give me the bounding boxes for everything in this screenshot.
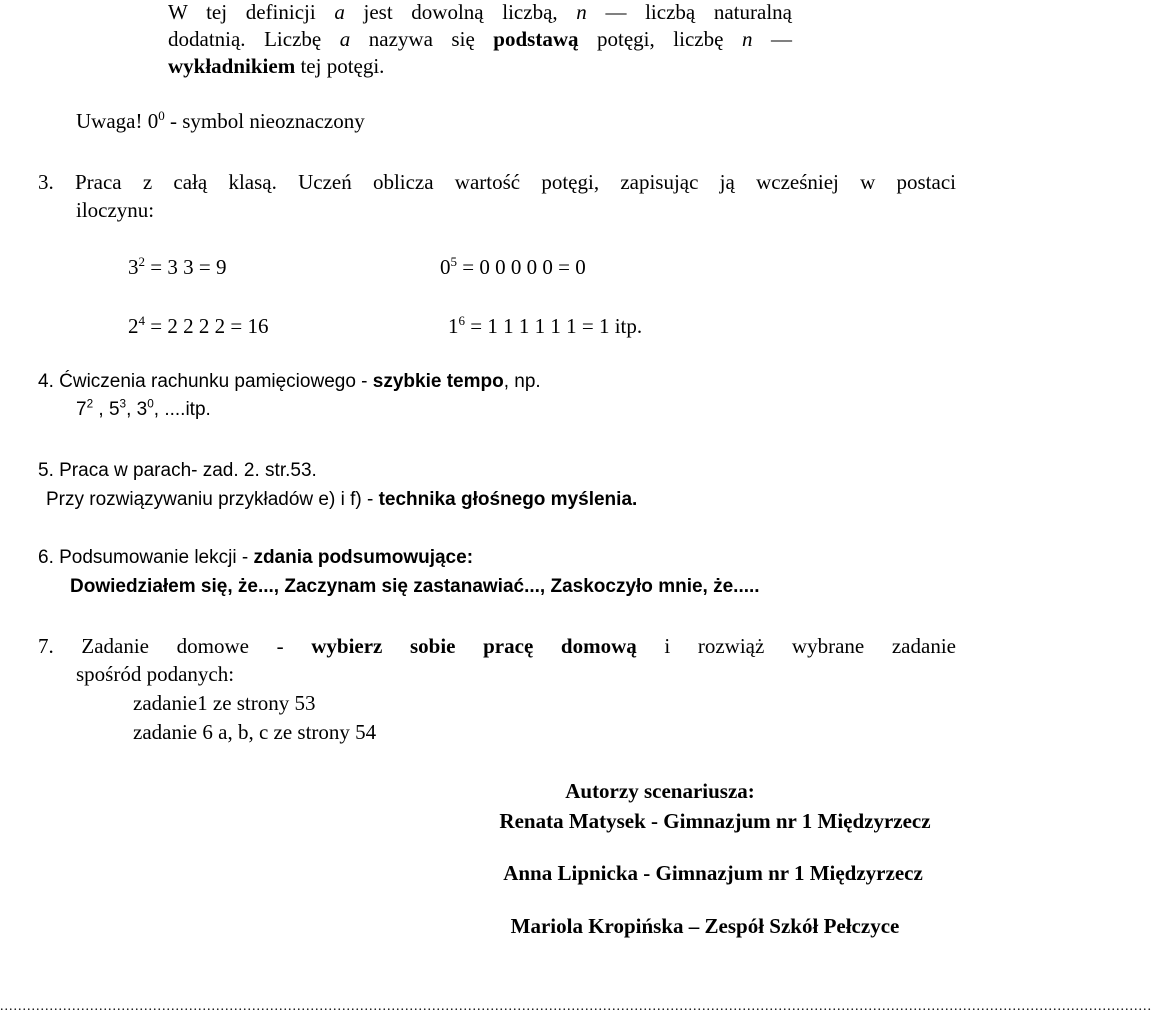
author-3: Mariola Kropińska – Zespół Szkół Pełczyce (510, 914, 900, 938)
equation-1-pow-6: $1^6 = 1$ 1 1 1 1 1 = 1 itp. (448, 312, 643, 338)
variable-a: a (334, 0, 345, 24)
author-1: Renata Matysek - Gimnazjum nr 1 Międzyrzecz (499, 809, 931, 833)
definition-line-3: wykładnikiem tej potęgi. (168, 54, 385, 78)
item-3-line-2: iloczynu: (76, 198, 155, 222)
item-5-line-1: 5. Praca w parach- zad. 2. str.53. (38, 460, 317, 481)
item-7-line-2: spośród podanych: (76, 662, 235, 686)
item-7-line-1: 7. Zadanie domowe - wybierz sobie pracę domową i rozwiąż wybrane zadanie (38, 634, 956, 658)
term-podstawa: podstawą (493, 27, 579, 51)
variable-n: n (576, 0, 587, 24)
homework-task-2: zadanie 6 a, b, c ze strony 54 (133, 720, 377, 744)
note-line: Uwaga! $0^0$ - symbol nieoznaczony (76, 107, 365, 133)
equation-3-pow-2: $3^2 = 3$ 3 = 9 (128, 253, 227, 279)
footer-dotted-line: ................................................................................................................................................................................................................................................................ (0, 999, 1152, 1014)
equation-2-pow-4: $2^4 = 2$ 2 2 2 = 16 (128, 312, 269, 338)
term-wykladnik: wykładnikiem (168, 54, 296, 78)
author-2: Anna Lipnicka - Gimnazjum nr 1 Międzyrzecz (503, 861, 923, 885)
definition-line-2: dodatnią. Liczbę a nazywa się podstawą potęgi, liczbę n — (168, 27, 792, 51)
item-6-line-1: 6. Podsumowanie lekcji - zdania podsumowujące: (38, 547, 474, 568)
item-5-line-2: Przy rozwiązywaniu przykładów e) i f) - technika głośnego myślenia. (46, 489, 638, 510)
variable-n: n (741, 27, 753, 51)
item-4-line-2: $7^2$ , $5^3$, $3^0$, ....itp. (76, 397, 211, 420)
variable-a: a (339, 27, 351, 51)
equation-0-pow-5: $0^5 = 0$ 0 0 0 0 = 0 (440, 253, 586, 279)
homework-task-1: zadanie1 ze strony 53 (133, 691, 316, 715)
item-4-line-1: 4. Ćwiczenia rachunku pamięciowego - szybkie tempo, np. (38, 371, 541, 392)
item-3-line-1: 3. Praca z całą klasą. Uczeń oblicza wartość potęgi, zapisując ją wcześniej w postaci (38, 170, 956, 194)
authors-heading: Autorzy scenariusza: (565, 779, 755, 803)
definition-line-1: W tej definicji a jest dowolną liczbą, n — liczbą naturalną (168, 0, 792, 24)
item-6-line-2: Dowiedziałem się, że..., Zaczynam się zastanawiać..., Zaskoczyło mnie, że..... (70, 576, 760, 597)
